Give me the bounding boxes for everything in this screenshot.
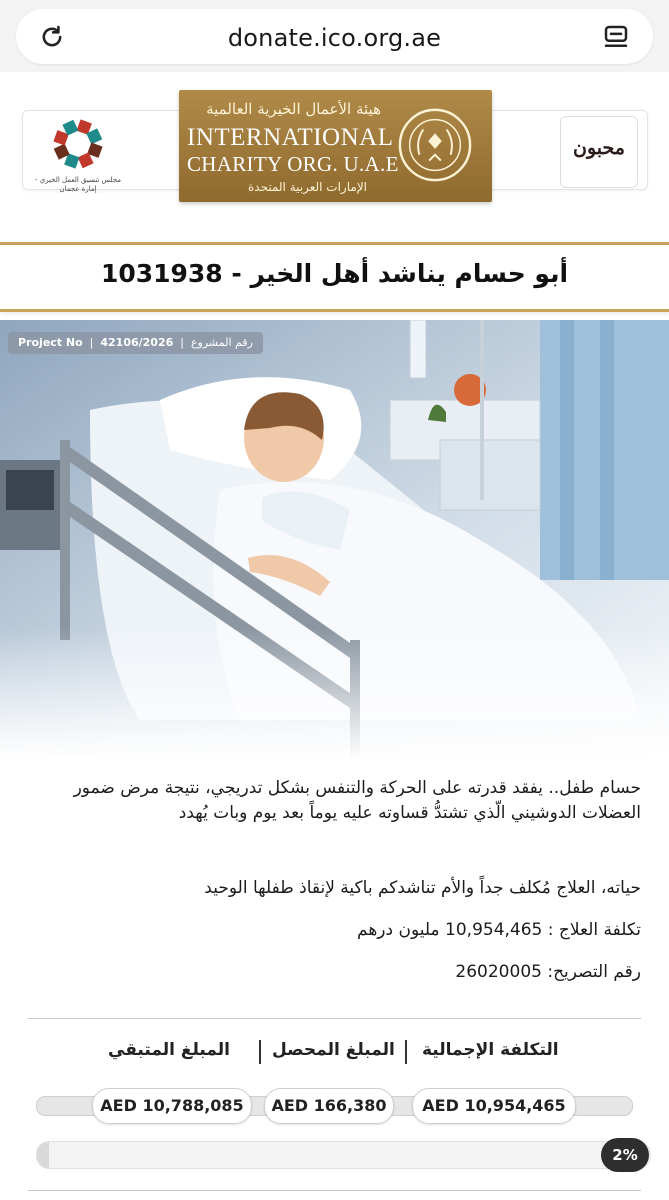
- ico-seal-icon: [396, 106, 474, 184]
- tabs-icon[interactable]: [601, 22, 631, 52]
- description-paragraph-2: حياته، العلاج مُكلف جداً والأم تناشدكم باكية لإنقاذ طفلها الوحيد: [204, 878, 641, 898]
- project-tag-ar: رقم المشروع: [190, 336, 253, 349]
- label-separator: [405, 1040, 407, 1064]
- project-number-tag: Project No | 42106/2026 | رقم المشروع: [8, 332, 263, 354]
- remaining-amount-label: المبلغ المتبقي: [108, 1040, 230, 1060]
- treatment-cost-text: تكلفة العلاج : 10,954,465 مليون درهم: [357, 920, 641, 940]
- ico-english-name-1: INTERNATIONAL: [187, 124, 394, 151]
- address-bar[interactable]: [16, 9, 653, 64]
- project-tag-number: 42106/2026: [100, 336, 174, 349]
- muhibboon-logo: [560, 116, 638, 188]
- total-cost-value: AED 10,954,465: [412, 1088, 576, 1124]
- description-paragraph-1: حسام طفل.. يفقد قدرته على الحركة والتنفس بشكل تدريجي، نتيجة مرض ضمور العضلات الدوشيني الّذي تشتدُّ قساوته عليه يوماً بعد يوم وبات يُهدد: [73, 778, 641, 823]
- permit-number-text: رقم التصريح: 26020005: [455, 962, 641, 982]
- coordination-council-caption: مجلس تنسيق العمل الخيري - إمارة عجمان: [34, 176, 122, 193]
- project-title-box: [0, 242, 669, 312]
- muhibboon-logo-text: محبون: [573, 137, 625, 159]
- ico-arabic-country: الإمارات العربية المتحدة: [248, 180, 367, 194]
- label-separator: [259, 1040, 261, 1064]
- browser-toolbar: [0, 0, 669, 72]
- collected-amount-label: المبلغ المحصل: [272, 1040, 395, 1060]
- remaining-amount-value: AED 10,788,085: [92, 1088, 252, 1124]
- amounts-divider: [28, 1018, 641, 1019]
- donation-progress-bar: [36, 1141, 651, 1169]
- project-tag-en: Project No: [18, 336, 83, 349]
- url-text[interactable]: donate.ico.org.ae: [227, 24, 442, 52]
- project-title: أبو حسام يناشد أهل الخير - 1031938: [100, 259, 569, 288]
- bottom-divider: [28, 1190, 641, 1191]
- collected-amount-value: AED 166,380: [264, 1088, 394, 1124]
- ico-arabic-name: هيئة الأعمال الخيرية العالمية: [206, 100, 381, 118]
- total-cost-label: التكلفة الإجمالية: [422, 1040, 559, 1060]
- ico-english-name-2: CHARITY ORG. U.A.E: [187, 152, 399, 176]
- donation-progress-fill: [37, 1142, 49, 1168]
- logo-band: [0, 72, 669, 242]
- progress-percent-badge: 2%: [601, 1138, 649, 1172]
- ico-logo: [179, 90, 492, 202]
- hero-image: [0, 320, 669, 760]
